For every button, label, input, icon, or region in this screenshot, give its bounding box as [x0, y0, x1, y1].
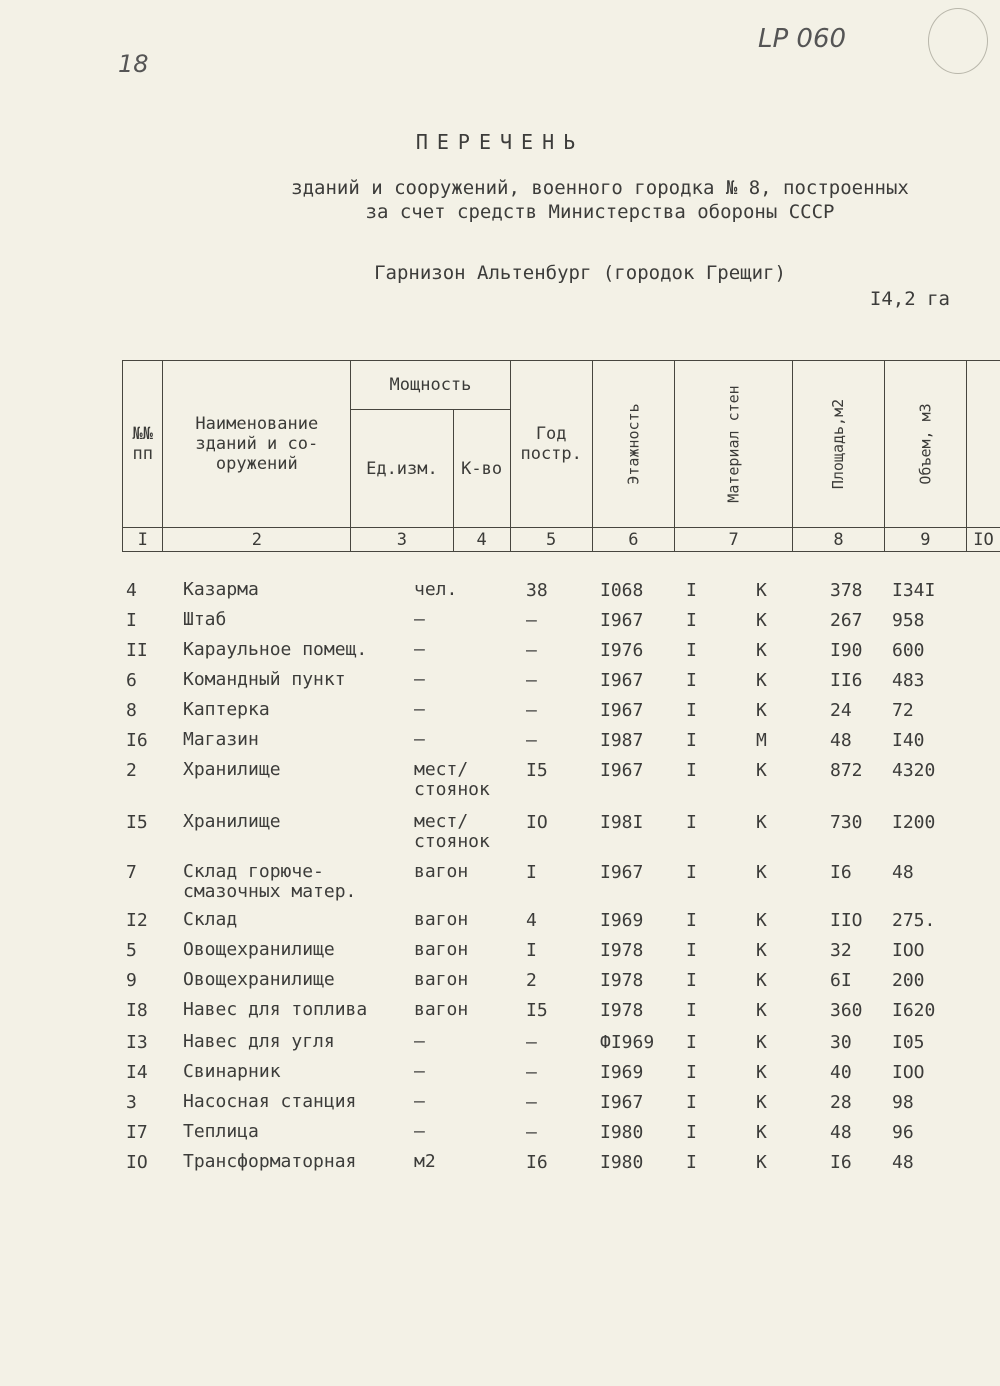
cell-num: I4 [126, 1062, 148, 1083]
cell-floors: I [686, 812, 697, 833]
header-qty: К-во [453, 410, 510, 528]
cell-unit: вагон [414, 939, 469, 960]
cell-qty: – [526, 1092, 537, 1113]
cell-qty: – [526, 610, 537, 631]
cell-unit: мест/ стоянок [414, 811, 490, 852]
cell-volume: I34I [892, 580, 936, 601]
cell-area: IIO [830, 910, 863, 931]
cell-area: 28 [830, 1092, 852, 1113]
column-numbers-row [123, 528, 1000, 552]
cell-unit: вагон [414, 969, 469, 990]
header-material-cell [674, 361, 792, 528]
header-area-cell [793, 361, 884, 528]
cell-unit: чел. [414, 579, 458, 600]
header-unit: Ед.изм. [351, 410, 453, 528]
cell-qty: I [526, 940, 537, 961]
cell-material: К [756, 670, 767, 691]
cell-floors: I [686, 640, 697, 661]
cell-material: К [756, 910, 767, 931]
col-number: 3 [351, 528, 453, 552]
cell-volume: IOO [892, 1062, 925, 1083]
cell-qty: – [526, 670, 537, 691]
stamp-mark [928, 8, 988, 74]
cell-qty: 4 [526, 910, 537, 931]
cell-num: 9 [126, 970, 137, 991]
cell-qty: I6 [526, 1152, 548, 1173]
cell-volume: I620 [892, 1000, 936, 1021]
cell-year: I987 [600, 730, 644, 751]
cell-name: Каптерка [183, 699, 270, 720]
cell-unit: м2 [414, 1151, 436, 1172]
cell-floors: I [686, 1000, 697, 1021]
cell-num: 8 [126, 700, 137, 721]
table-header [122, 360, 1000, 552]
cell-year: I980 [600, 1152, 644, 1173]
cell-unit: – [414, 669, 425, 690]
cell-qty: – [526, 730, 537, 751]
cell-material: К [756, 1122, 767, 1143]
cell-num: I [126, 610, 137, 631]
header-name: Наименование зданий и со-оружений [163, 361, 351, 528]
header-volume-cell [884, 361, 966, 528]
cell-name: Караульное помещ. [183, 639, 368, 660]
cell-area: 32 [830, 940, 852, 961]
cell-name: Хранилище [183, 759, 281, 780]
cell-material: К [756, 610, 767, 631]
cell-qty: 2 [526, 970, 537, 991]
cell-qty: I5 [526, 760, 548, 781]
cell-floors: I [686, 760, 697, 781]
header-floors: Этажность [624, 403, 643, 485]
cell-floors: I [686, 1062, 697, 1083]
cell-floors: I [686, 580, 697, 601]
document-title: ПЕРЕЧЕНЬ [415, 130, 585, 154]
cell-name: Овощехранилище [183, 939, 335, 960]
cell-qty: 38 [526, 580, 548, 601]
cell-volume: 98 [892, 1092, 914, 1113]
cell-material: К [756, 862, 767, 883]
cell-num: I2 [126, 910, 148, 931]
cell-name: Командный пункт [183, 669, 346, 690]
cell-qty: – [526, 640, 537, 661]
cell-volume: 600 [892, 640, 925, 661]
cell-num: I5 [126, 812, 148, 833]
cell-volume: 4320 [892, 760, 936, 781]
cell-volume: IOO [892, 940, 925, 961]
cell-unit: вагон [414, 999, 469, 1020]
cell-name: Теплица [183, 1121, 259, 1142]
cell-area: 48 [830, 1122, 852, 1143]
cell-material: К [756, 1032, 767, 1053]
cell-unit: – [414, 639, 425, 660]
cell-material: К [756, 1092, 767, 1113]
cell-volume: 200 [892, 970, 925, 991]
cell-area: 24 [830, 700, 852, 721]
cell-unit: – [414, 1061, 425, 1082]
cell-year: I976 [600, 640, 644, 661]
cell-area: I90 [830, 640, 863, 661]
cell-unit: вагон [414, 861, 469, 882]
cell-material: К [756, 700, 767, 721]
handwritten-page-note: 18 [118, 50, 149, 78]
cell-floors: I [686, 610, 697, 631]
cell-num: 5 [126, 940, 137, 961]
cell-name: Склад [183, 909, 238, 930]
cell-volume: 958 [892, 610, 925, 631]
cell-name: Хранилище [183, 811, 281, 832]
cell-area: 6I [830, 970, 852, 991]
cell-year: I969 [600, 910, 644, 931]
cell-qty: – [526, 1032, 537, 1053]
cell-volume: 72 [892, 700, 914, 721]
cell-num: IO [126, 1152, 148, 1173]
cell-volume: 48 [892, 862, 914, 883]
cell-name: Трансформаторная [183, 1151, 357, 1172]
cell-name: Казарма [183, 579, 259, 600]
cell-year: I969 [600, 1062, 644, 1083]
cell-material: К [756, 580, 767, 601]
cell-year: I978 [600, 940, 644, 961]
cell-qty: – [526, 1062, 537, 1083]
col-number: 2 [163, 528, 351, 552]
cell-unit: вагон [414, 909, 469, 930]
header-volume: Объем, м3 [916, 403, 935, 485]
document-subtitle: зданий и сооружений, военного городка № 8, построенных за счет средств Министерства обороны СССР [291, 177, 909, 223]
header-material: Материал стен [724, 385, 743, 503]
cell-material: К [756, 1062, 767, 1083]
cell-floors: I [686, 700, 697, 721]
cell-year: ФI969 [600, 1032, 655, 1053]
cell-area: 267 [830, 610, 863, 631]
cell-num: 2 [126, 760, 137, 781]
cell-volume: 96 [892, 1122, 914, 1143]
cell-unit: – [414, 729, 425, 750]
header-year: Год постр. [510, 361, 592, 528]
col-number: I [123, 528, 163, 552]
cell-name: Свинарник [183, 1061, 281, 1082]
cell-volume: 48 [892, 1152, 914, 1173]
cell-floors: I [686, 1032, 697, 1053]
cell-year: I967 [600, 862, 644, 883]
cell-name: Навес для угля [183, 1031, 335, 1052]
cell-area: II6 [830, 670, 863, 691]
header-num: №№ пп [123, 361, 163, 528]
cell-floors: I [686, 1152, 697, 1173]
cell-area: 30 [830, 1032, 852, 1053]
header-area: Площадь,м2 [829, 398, 848, 490]
cell-num: I7 [126, 1122, 148, 1143]
col-number: 6 [592, 528, 674, 552]
cell-material: К [756, 760, 767, 781]
cell-floors: I [686, 1122, 697, 1143]
cell-name: Штаб [183, 609, 227, 630]
col-number: 8 [793, 528, 884, 552]
cell-year: I980 [600, 1122, 644, 1143]
cell-qty: IO [526, 812, 548, 833]
cell-floors: I [686, 1092, 697, 1113]
cell-area: 48 [830, 730, 852, 751]
cell-floors: I [686, 940, 697, 961]
cell-area: 730 [830, 812, 863, 833]
cell-num: I3 [126, 1032, 148, 1053]
cell-year: I98I [600, 812, 644, 833]
cell-year: I068 [600, 580, 644, 601]
cell-year: I967 [600, 610, 644, 631]
cell-volume: I40 [892, 730, 925, 751]
cell-area: 378 [830, 580, 863, 601]
cell-qty: I5 [526, 1000, 548, 1021]
cell-name: Насосная станция [183, 1091, 357, 1112]
cell-material: К [756, 640, 767, 661]
cell-material: К [756, 812, 767, 833]
col-number: 9 [884, 528, 966, 552]
cell-year: I967 [600, 1092, 644, 1113]
cell-year: I978 [600, 970, 644, 991]
cell-name: Навес для топлива [183, 999, 368, 1020]
cell-unit: – [414, 699, 425, 720]
cell-floors: I [686, 910, 697, 931]
cell-floors: I [686, 862, 697, 883]
cell-material: К [756, 940, 767, 961]
garrison-line: Гарнизон Альтенбург (городок Грещиг) [374, 262, 786, 284]
cell-floors: I [686, 730, 697, 751]
col-number: 7 [674, 528, 792, 552]
cell-material: М [756, 730, 767, 751]
cell-volume: 483 [892, 670, 925, 691]
col-number: 4 [453, 528, 510, 552]
cell-area: 40 [830, 1062, 852, 1083]
cell-material: К [756, 1152, 767, 1173]
cell-area: 872 [830, 760, 863, 781]
cell-material: К [756, 1000, 767, 1021]
cell-volume: 275. [892, 910, 936, 931]
cell-name: Овощехранилище [183, 969, 335, 990]
cell-num: 7 [126, 862, 137, 883]
cell-num: 4 [126, 580, 137, 601]
cell-name: Магазин [183, 729, 259, 750]
handwritten-archive-code: LP 060 [758, 24, 847, 54]
cell-area: I6 [830, 1152, 852, 1173]
header-power: Мощность [351, 361, 510, 410]
cell-year: I978 [600, 1000, 644, 1021]
cell-year: I967 [600, 760, 644, 781]
cell-year: I967 [600, 670, 644, 691]
header-extra [966, 361, 1000, 528]
cell-area: 360 [830, 1000, 863, 1021]
header-floors-cell [592, 361, 674, 528]
cell-floors: I [686, 970, 697, 991]
cell-unit: мест/ стоянок [414, 759, 490, 800]
cell-unit: – [414, 1031, 425, 1052]
total-area: I4,2 га [869, 288, 950, 310]
cell-name: Склад горюче- смазочных матер. [183, 861, 357, 902]
cell-qty: – [526, 700, 537, 721]
cell-num: I6 [126, 730, 148, 751]
cell-unit: – [414, 609, 425, 630]
cell-qty: I [526, 862, 537, 883]
cell-num: I8 [126, 1000, 148, 1021]
cell-floors: I [686, 670, 697, 691]
cell-material: К [756, 970, 767, 991]
cell-num: 6 [126, 670, 137, 691]
cell-unit: – [414, 1091, 425, 1112]
col-number: 5 [510, 528, 592, 552]
cell-year: I967 [600, 700, 644, 721]
cell-qty: – [526, 1122, 537, 1143]
cell-num: II [126, 640, 148, 661]
cell-volume: I200 [892, 812, 936, 833]
cell-area: I6 [830, 862, 852, 883]
cell-num: 3 [126, 1092, 137, 1113]
col-number: IO [966, 528, 1000, 552]
cell-volume: I05 [892, 1032, 925, 1053]
cell-unit: – [414, 1121, 425, 1142]
